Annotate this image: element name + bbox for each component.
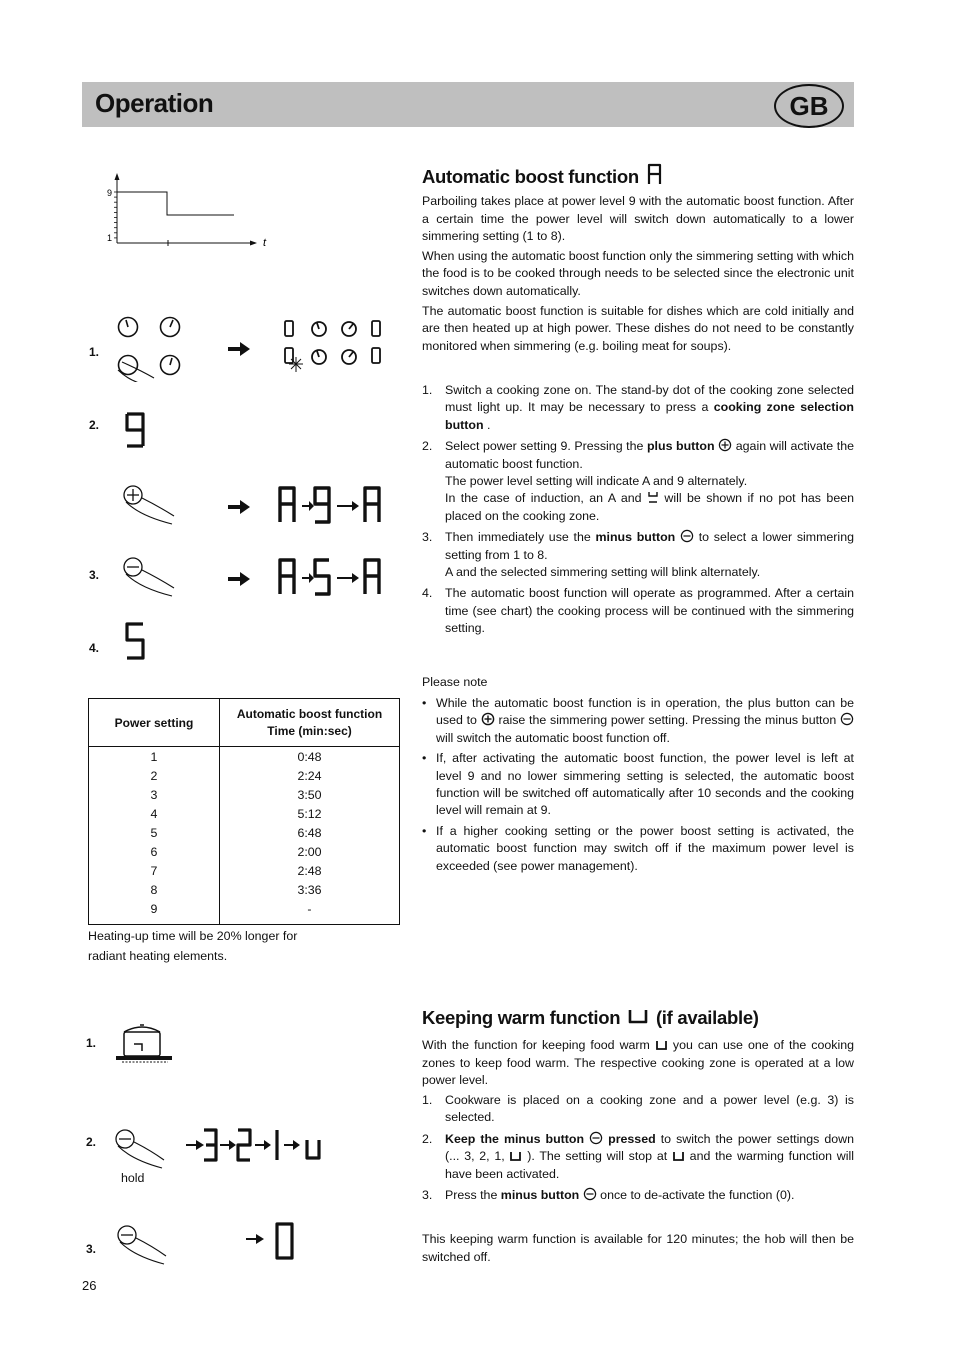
kw-figure-3-sequence [114, 1218, 304, 1268]
boost-intro-2: When using the automatic boost function only the simmering setting with which the food is to be cooked through needs to be selected since the electronic unit switches down automatically. [422, 248, 854, 298]
page-number: 26 [82, 1278, 97, 1293]
minus-circle-icon [680, 529, 694, 543]
table-header-power: Power setting [89, 699, 220, 747]
boost-heading: Automatic boost function [422, 162, 854, 188]
boost-a-symbol-icon [646, 162, 664, 186]
keepwarm-icon [655, 1039, 668, 1051]
table-cell-setting: 6 [150, 845, 158, 859]
figure-plus-sequence [118, 480, 408, 530]
boost-intro-3: The automatic boost function is suitable for dishes which are cold initially and are then heated up at high power. These dishes do not need to be constantly monitored when simmering (e.g. boiling meat for soups). [422, 303, 854, 353]
table-cell-setting: 8 [150, 883, 158, 897]
table-footnote-2: radiant heating elements. [88, 949, 228, 963]
boost-step-2: 2. Select power setting 9. Pressing the plus button again will activate the automatic boost function. The power level setting will indicate A and 9 alternately. In the case of induction, an A and will be shown if no pot has been placed on the cooking zone. [422, 439, 854, 523]
kw-figure-label-1: 1. [86, 1036, 97, 1050]
chart-y-top-label: 9 [107, 188, 113, 198]
boost-notes [422, 695, 854, 878]
keepwarm-step-1: 1. Cookware is placed on a cooking zone and a power level (e.g. 3) is selected. [422, 1093, 854, 1125]
figure-1-controls [110, 312, 400, 382]
table-cell-time: 2:00 [297, 845, 322, 859]
kw-figure-2-sequence [112, 1124, 332, 1174]
arrow-icon [228, 342, 250, 356]
minus-circle-icon [583, 1187, 597, 1201]
note-1: • While the automatic boost function is in operation, the plus button can be used to raise the simmering power setting. Pressing the minus button will switch the automatic boost function off. [422, 696, 854, 745]
no-pot-icon [647, 490, 659, 504]
boost-step-1: 1. Switch a cooking zone on. The stand-by dot of the cooking zone selected must light up. It may be necessary to press a cooking zone selection button . [422, 383, 854, 432]
table-cell-time: 0:48 [297, 750, 322, 764]
display-digit-5 [122, 620, 152, 664]
kw-figure-label-3: 3. [86, 1242, 97, 1256]
table-cell-time: 2:48 [297, 864, 322, 878]
keepwarm-icon [509, 1150, 522, 1162]
figure-label-1: 1. [89, 345, 100, 359]
table-cell-setting: 9 [150, 902, 158, 916]
figure-label-3: 3. [89, 568, 100, 582]
blink-star-icon [289, 357, 303, 372]
table-cell-setting: 1 [150, 750, 158, 764]
keepwarm-footer: This keeping warm function is available for 120 minutes; the hob will then be switched off. [422, 1232, 854, 1264]
figure-minus-sequence [118, 552, 408, 602]
boost-intro-1: Parboiling takes place at power level 9 with the automatic boost function. After a certain time the power level will switch down automatically to a lower simmering setting (1 to 8). [422, 194, 854, 244]
boost-time-chart [100, 170, 280, 255]
table-cell-setting: 7 [150, 864, 158, 878]
table-cell-time: 6:48 [297, 826, 322, 840]
power-setting-table [88, 698, 400, 966]
table-cell-setting: 4 [150, 807, 158, 821]
table-settings-column [89, 747, 220, 925]
pot-on-hob-icon [110, 1018, 180, 1070]
please-note-label: Please note [422, 675, 488, 689]
figure-label-2: 2. [89, 418, 100, 432]
boost-step-3: 3. Then immediately use the minus button to select a lower simmering setting from 1 to 8. A and the selected simmering setting will blink alternately. [422, 530, 854, 580]
table-cell-setting: 2 [150, 769, 158, 783]
keepwarm-step-3: 3. Press the minus button once to de-activate the function (0). [422, 1188, 795, 1203]
display-digit-9 [122, 410, 152, 452]
table-times-column [220, 747, 400, 925]
minus-circle-icon [589, 1131, 603, 1145]
table-cell-setting: 5 [150, 826, 158, 840]
table-footnote-1: Heating-up time will be 20% longer for [88, 929, 298, 943]
keepwarm-intro: With the function for keeping food warm you can use one of the cooking zones to keep food warm. The respective cooking zone is operated at a low power level. [422, 1038, 854, 1088]
boost-step-4: 4. The automatic boost function will operate as programmed. After a certain time (see chart) the cooking process will be continued with the simmering setting. [422, 586, 854, 636]
language-badge: GB [774, 84, 844, 128]
table-cell-time: - [307, 902, 312, 916]
table-cell-time: 3:50 [297, 788, 322, 802]
kw-figure-label-2: 2. [86, 1135, 97, 1149]
keepwarm-symbol-icon [627, 1006, 649, 1026]
plus-circle-icon [481, 712, 495, 726]
keepwarm-icon [672, 1150, 685, 1162]
table-cell-time: 3:36 [297, 883, 322, 897]
minus-circle-icon [840, 712, 854, 726]
table-cell-time: 2:24 [297, 769, 322, 783]
table-header-boost: Automatic boost function [236, 706, 383, 721]
keepwarm-heading: Keeping warm function (if available) [422, 1007, 759, 1028]
keepwarm-steps [422, 1092, 854, 1208]
figure-label-4: 4. [89, 641, 100, 655]
chart-y-bottom-label: 1 [107, 233, 113, 243]
table-cell-time: 5:12 [297, 807, 322, 821]
plus-circle-icon [718, 438, 732, 452]
note-3: • If a higher cooking setting or the power boost setting is activated, the automatic boost function may switch off if the maximum power level is exceeded (see power management). [422, 823, 854, 873]
chart-x-label: t [263, 237, 267, 249]
table-cell-setting: 3 [150, 788, 158, 802]
boost-steps [422, 382, 854, 642]
keepwarm-step-2: 2. Keep the minus button pressed to switch the power settings down (... 3, 2, 1, ). The setting will stop at and the warming function will have been activated. [422, 1131, 854, 1181]
note-2: • If, after activating the automatic boost function, the power level is left at level 9 and no lower simmering setting is selected, the automatic boost function will be switched off automatically after 10 seconds and the cooking level will remain at 9. [422, 751, 854, 818]
hold-label: hold [121, 1171, 145, 1185]
page-title: Operation [95, 88, 214, 118]
table-header-time: Time (min:sec) [267, 723, 352, 738]
boost-intro [422, 193, 854, 355]
